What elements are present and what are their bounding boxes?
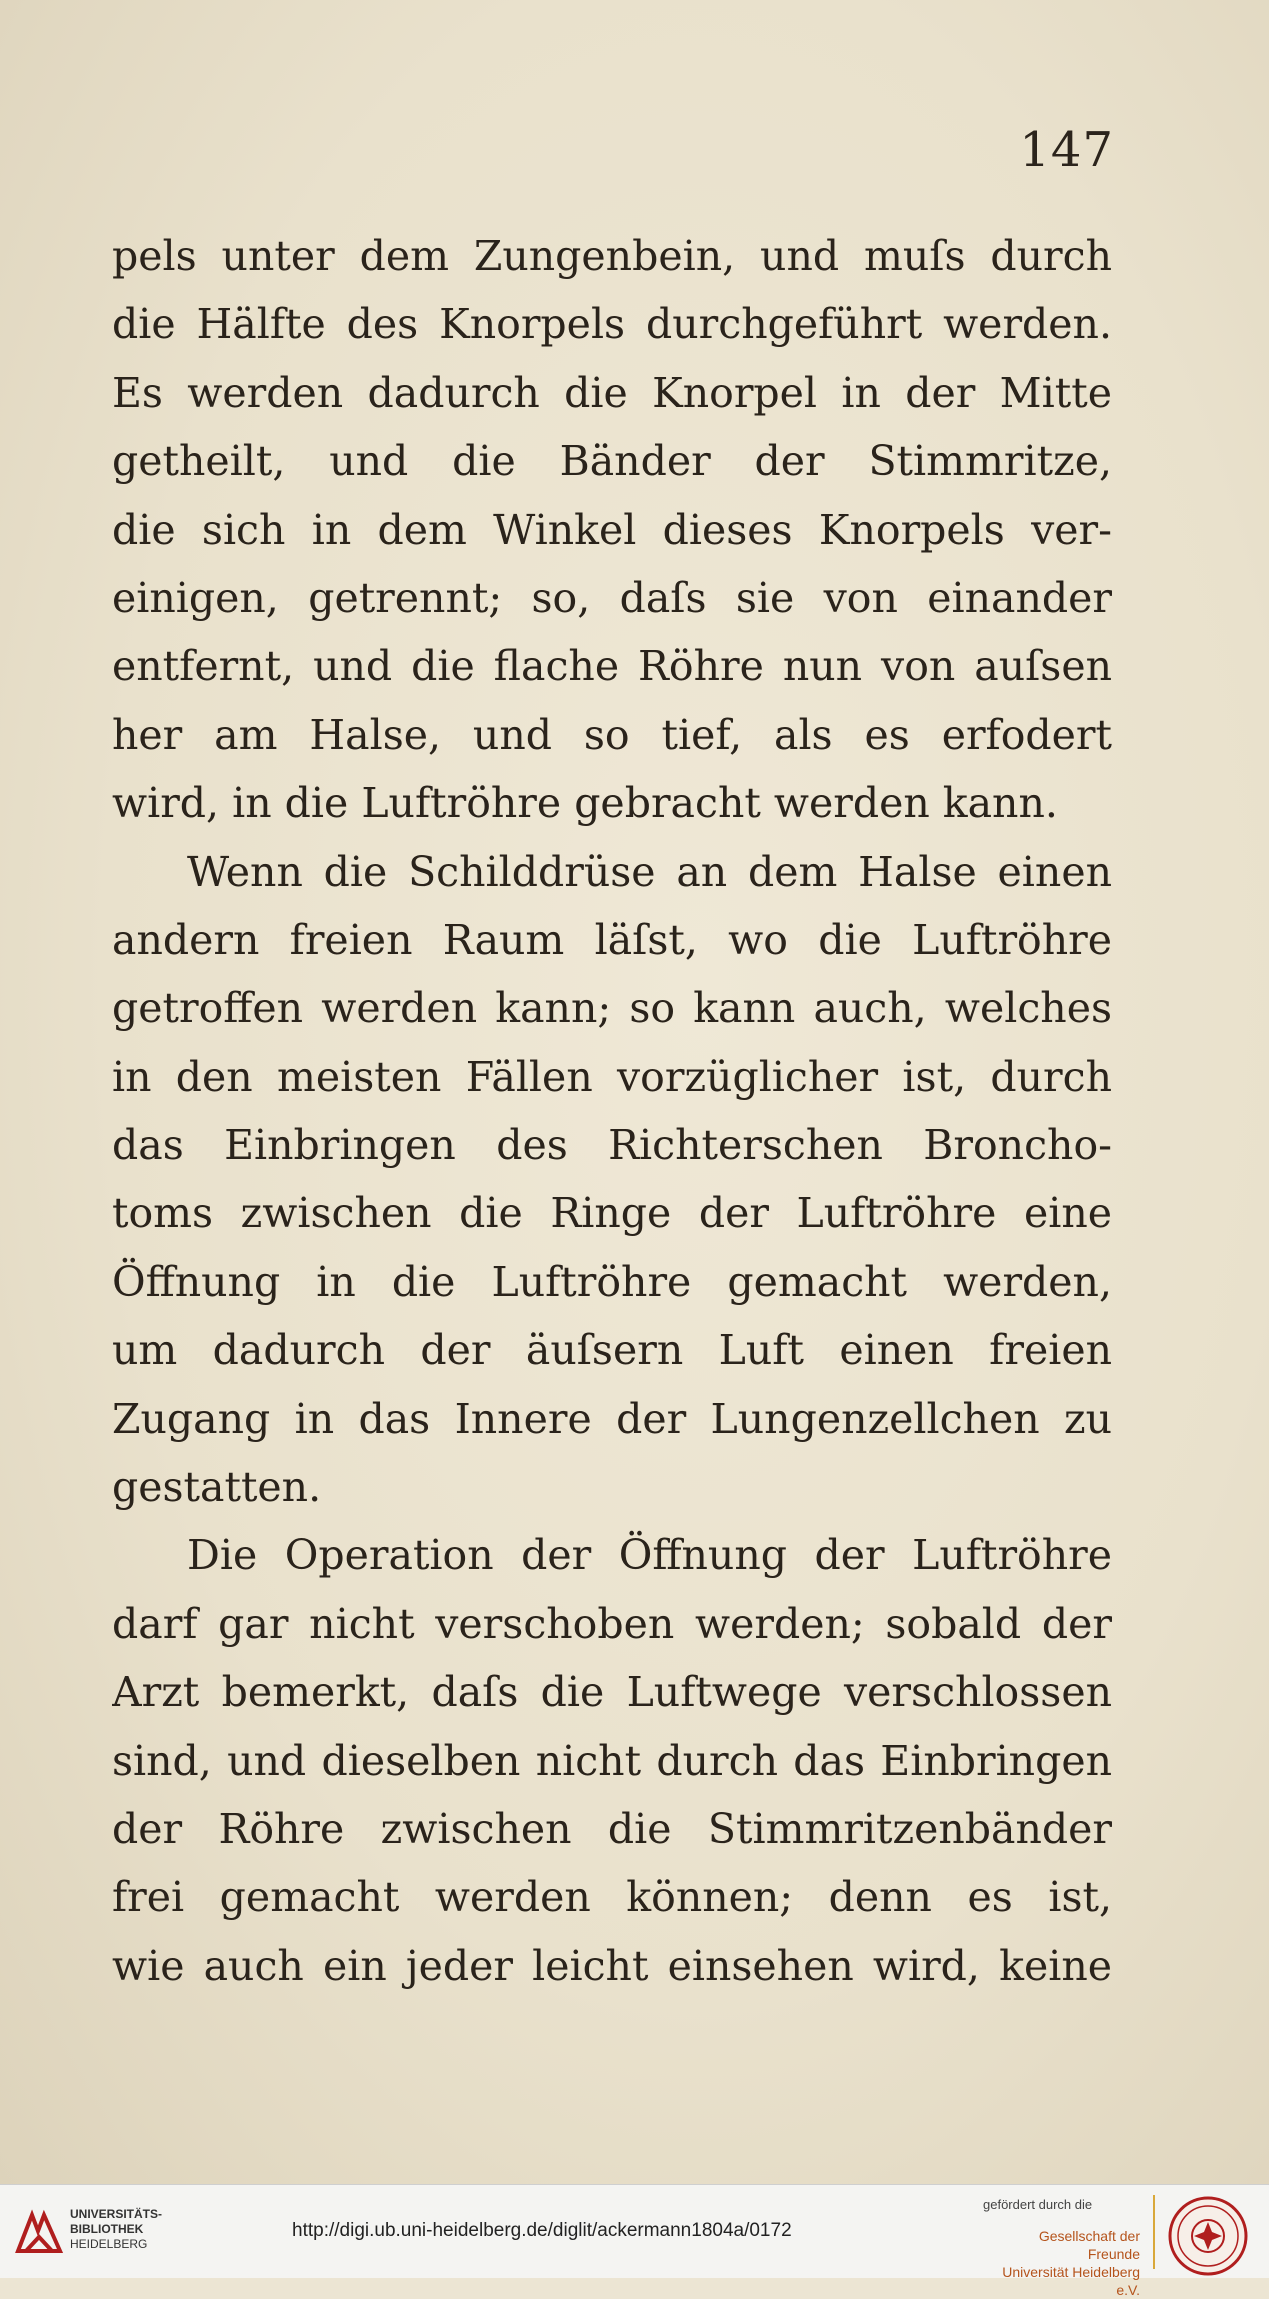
- paragraph-start-line: Wenn die Schilddrüse an dem Halse einen: [187, 847, 1112, 896]
- library-name-line: UNIVERSITÄTS-: [70, 2207, 163, 2221]
- text-line: Es werden dadurch die Knorpel in der Mitte: [112, 368, 1112, 417]
- text-line: in den meisten Fällen vorzüglicher ist, durch: [112, 1052, 1112, 1101]
- text-line: entfernt, und die flache Röhre nun von auſsen: [112, 642, 1112, 691]
- library-name: [70, 2207, 162, 2252]
- library-name-line: HEIDELBERG: [70, 2237, 148, 2251]
- text-line: pels unter dem Zungenbein, und muſs durch: [112, 232, 1112, 280]
- university-seal-icon: [1167, 2195, 1249, 2277]
- sponsor-name[interactable]: [983, 2227, 1140, 2299]
- text-line: die sich in dem Winkel dieses Knorpels ver-: [112, 505, 1112, 554]
- text-line: um dadurch der äuſsern Luft einen freien: [112, 1326, 1112, 1375]
- permalink-url[interactable]: http://digi.ub.uni-heidelberg.de/diglit/ackermann1804a/0172: [292, 2220, 792, 2241]
- text-line: darf gar nicht verschoben werden; sobald der: [112, 1599, 1112, 1648]
- viewer-footer: [0, 2184, 1269, 2298]
- text-line: Öffnung in die Luftröhre gemacht werden,: [112, 1257, 1112, 1306]
- text-line: gestatten.: [112, 1463, 322, 1512]
- text-line: die Hälfte des Knorpels durchgeführt werden.: [112, 300, 1112, 349]
- text-line: einigen, getrennt; so, daſs sie von einander: [112, 573, 1112, 622]
- text-line: toms zwischen die Ringe der Luftröhre eine: [112, 1189, 1112, 1238]
- text-line: getroffen werden kann; so kann auch, welches: [112, 984, 1112, 1033]
- text-line: andern freien Raum läſst, wo die Luftröhre: [112, 915, 1112, 964]
- text-line: sind, und dieselben nicht durch das Einbringen: [112, 1736, 1112, 1785]
- sponsor-label: gefördert durch die: [983, 2197, 1093, 2212]
- sponsor-divider: [1153, 2195, 1155, 2269]
- text-line: Arzt bemerkt, daſs die Luftwege verschlossen: [112, 1668, 1112, 1717]
- text-line: das Einbringen des Richterschen Broncho-: [112, 1121, 1112, 1170]
- university-library-logo-icon[interactable]: [14, 2207, 64, 2257]
- sponsor-name-line: Gesellschaft der Freunde: [1038, 2228, 1140, 2262]
- body-text: [112, 222, 1112, 2000]
- page-number: 147: [1019, 122, 1114, 178]
- library-name-line: BIBLIOTHEK: [70, 2222, 144, 2236]
- text-line: her am Halse, und so tief, als es erfodert: [112, 710, 1112, 759]
- text-line: Zugang in das Innere der Lungenzellchen zu: [112, 1394, 1112, 1443]
- paragraph-start-line: Die Operation der Öffnung der Luftröhre: [187, 1531, 1112, 1580]
- sponsor-name-line: Universität Heidelberg e.V.: [1002, 2264, 1140, 2298]
- text-line: der Röhre zwischen die Stimmritzenbänder: [112, 1804, 1112, 1853]
- text-line: getheilt, und die Bänder der Stimmritze,: [112, 437, 1112, 486]
- text-line: wie auch ein jeder leicht einsehen wird, keine: [112, 1941, 1112, 1990]
- text-line: frei gemacht werden können; denn es ist,: [112, 1873, 1112, 1922]
- text-line: wird, in die Luftröhre gebracht werden kann.: [112, 779, 1058, 828]
